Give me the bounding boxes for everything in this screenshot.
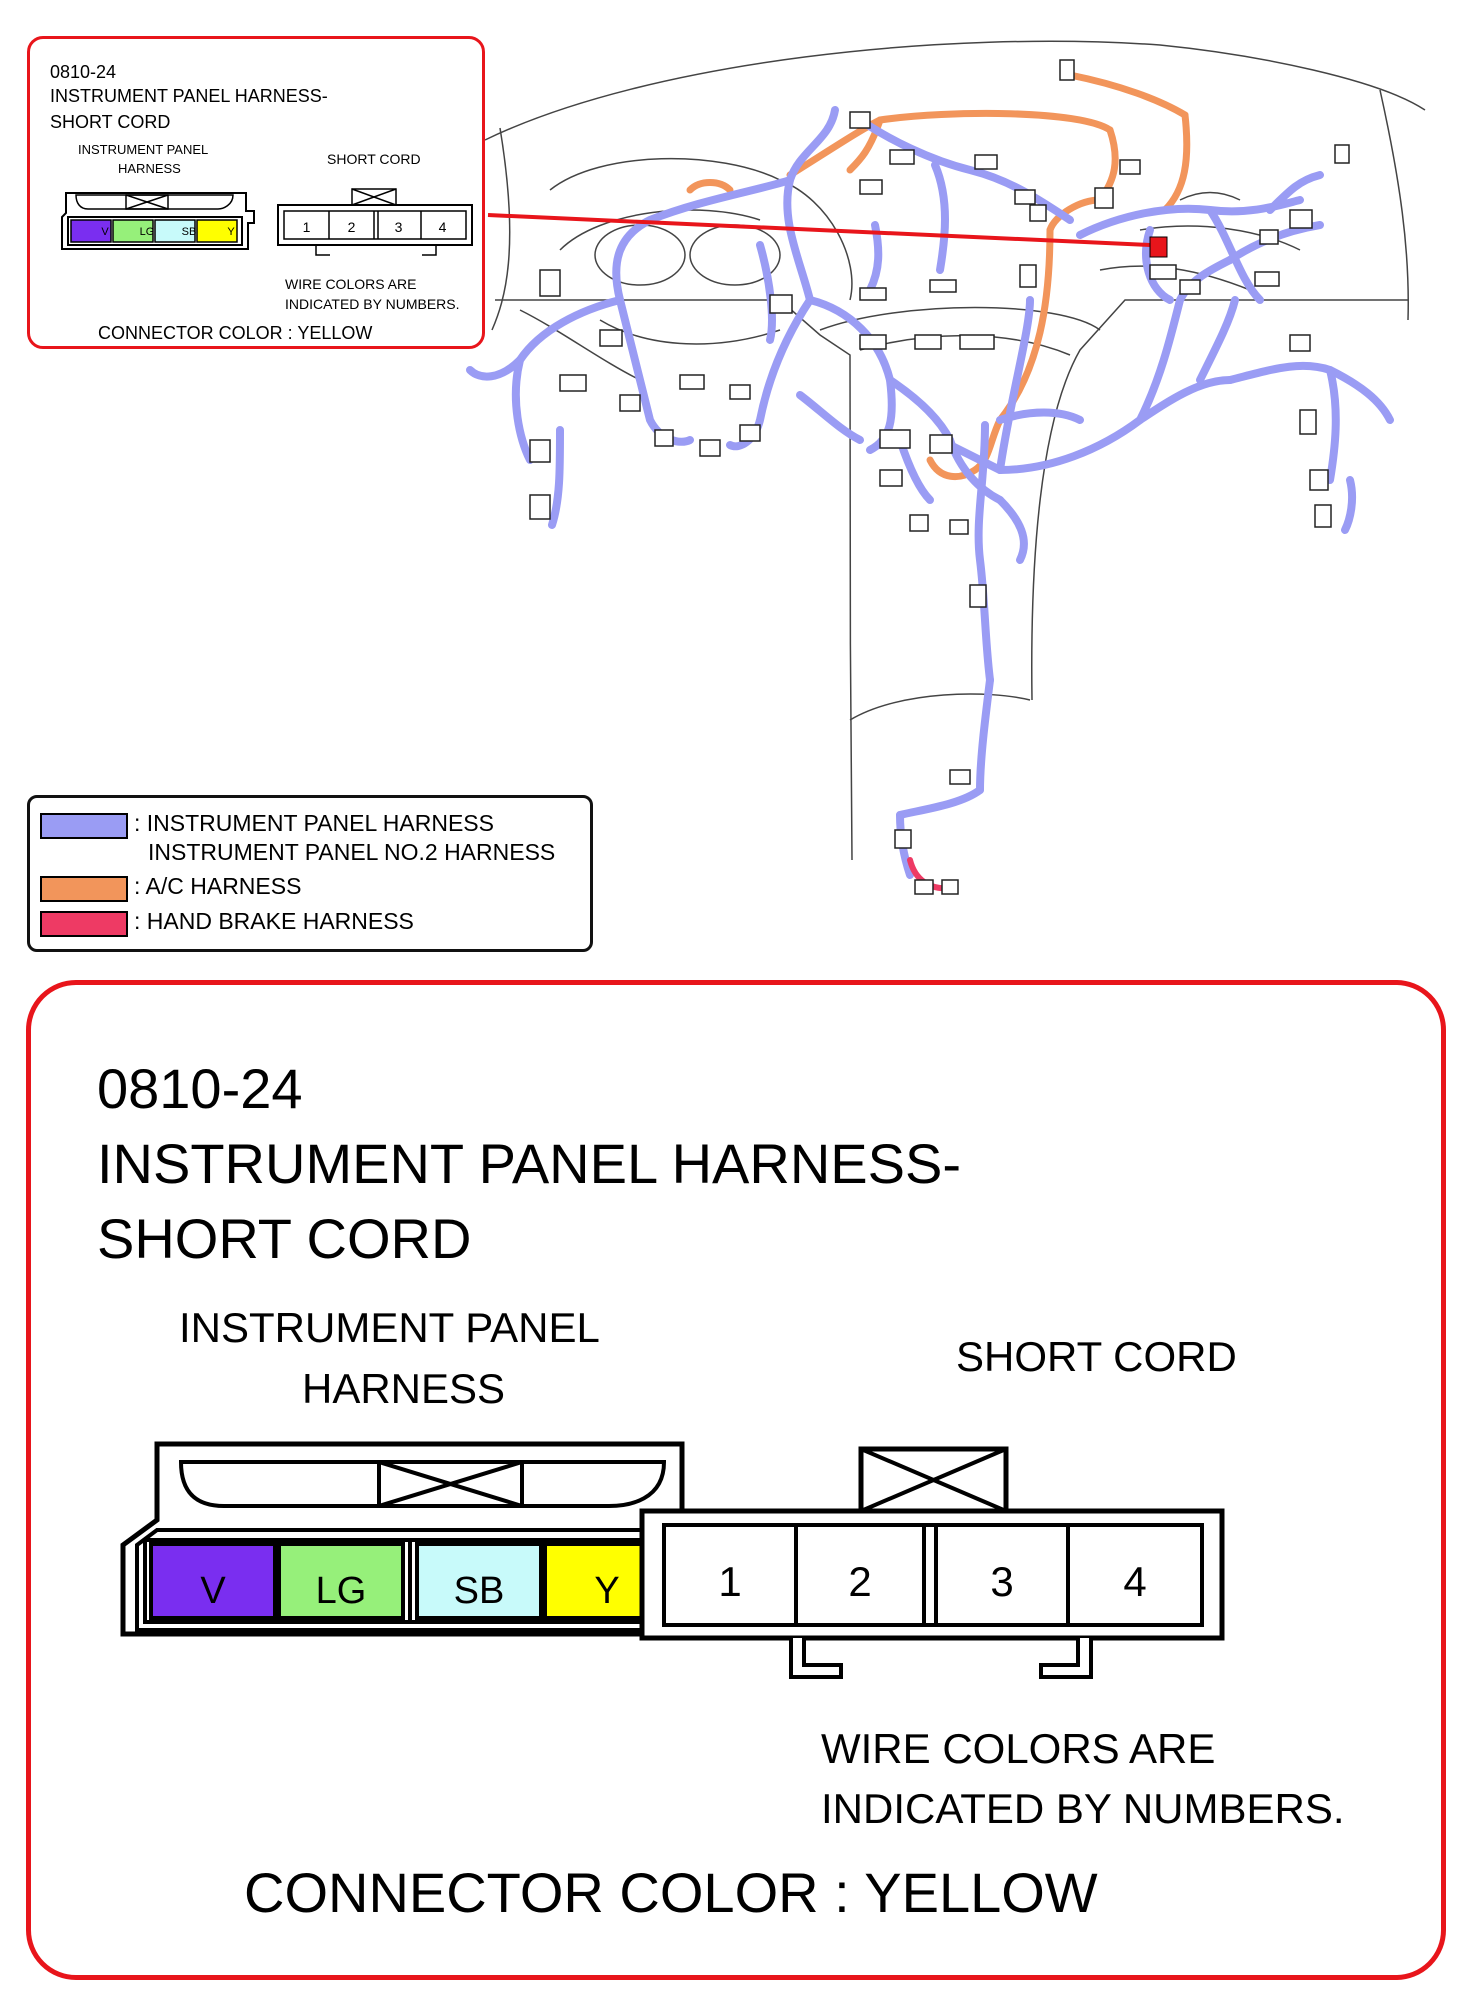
legend-swatch-red (40, 911, 128, 937)
ip-harness-wires (470, 110, 1390, 875)
legend-label-ip-harness: : INSTRUMENT PANEL HARNESS (134, 810, 494, 836)
detail-left-label-line1: INSTRUMENT PANEL (179, 1304, 600, 1351)
pin-v: V (200, 1570, 226, 1612)
detail-right-label: SHORT CORD (956, 1333, 1237, 1380)
connector-color-label: CONNECTOR COLOR : YELLOW (244, 1861, 1098, 1924)
callout-pin-v: V (101, 226, 109, 238)
legend (27, 795, 593, 952)
pin-2: 2 (848, 1558, 872, 1605)
pin-lg: LG (315, 1570, 367, 1612)
detail-title-line1: INSTRUMENT PANEL HARNESS- (97, 1132, 961, 1195)
highlighted-connector (1150, 237, 1167, 257)
callout-pin-y: Y (227, 226, 235, 238)
detail-panel (26, 980, 1446, 1980)
callout-pin-2: 2 (347, 219, 356, 235)
detail-left-label-line2: HARNESS (302, 1365, 506, 1412)
callout-note-line1: WIRE COLORS ARE (285, 276, 417, 292)
callout-left-label-line1: INSTRUMENT PANEL (78, 142, 209, 157)
detail-code: 0810-24 (97, 1057, 303, 1120)
small-callout (27, 36, 485, 349)
callout-code: 0810-24 (50, 62, 117, 82)
legend-swatch-orange (40, 876, 128, 902)
pin-y: Y (594, 1570, 620, 1612)
callout-pin-3: 3 (394, 219, 403, 235)
callout-connector-color: CONNECTOR COLOR : YELLOW (98, 323, 373, 343)
legend-swatch-blue (40, 813, 128, 839)
wire-color-note-line2: INDICATED BY NUMBERS. (821, 1785, 1345, 1832)
pin-3: 3 (990, 1558, 1014, 1605)
pin-4: 4 (1123, 1558, 1147, 1605)
callout-pin-1: 1 (302, 219, 311, 235)
pin-sb: SB (453, 1570, 505, 1612)
callout-title-line1: INSTRUMENT PANEL HARNESS- (50, 86, 328, 106)
wire-color-note-line1: WIRE COLORS ARE (821, 1725, 1216, 1772)
callout-right-label: SHORT CORD (327, 151, 421, 167)
callout-left-label-line2: HARNESS (118, 161, 181, 176)
legend-label-ip-no2-harness: INSTRUMENT PANEL NO.2 HARNESS (148, 839, 556, 865)
legend-label-hand-brake-harness: : HAND BRAKE HARNESS (134, 908, 414, 934)
callout-pin-4: 4 (438, 219, 447, 235)
detail-title-line2: SHORT CORD (97, 1207, 472, 1270)
callout-note-line2: INDICATED BY NUMBERS. (285, 296, 460, 312)
pin-1: 1 (718, 1558, 742, 1605)
callout-title-line2: SHORT CORD (50, 112, 171, 132)
legend-label-ac-harness: : A/C HARNESS (134, 873, 302, 899)
callout-pin-sb: SB (181, 226, 197, 238)
callout-pin-lg: LG (139, 226, 155, 238)
